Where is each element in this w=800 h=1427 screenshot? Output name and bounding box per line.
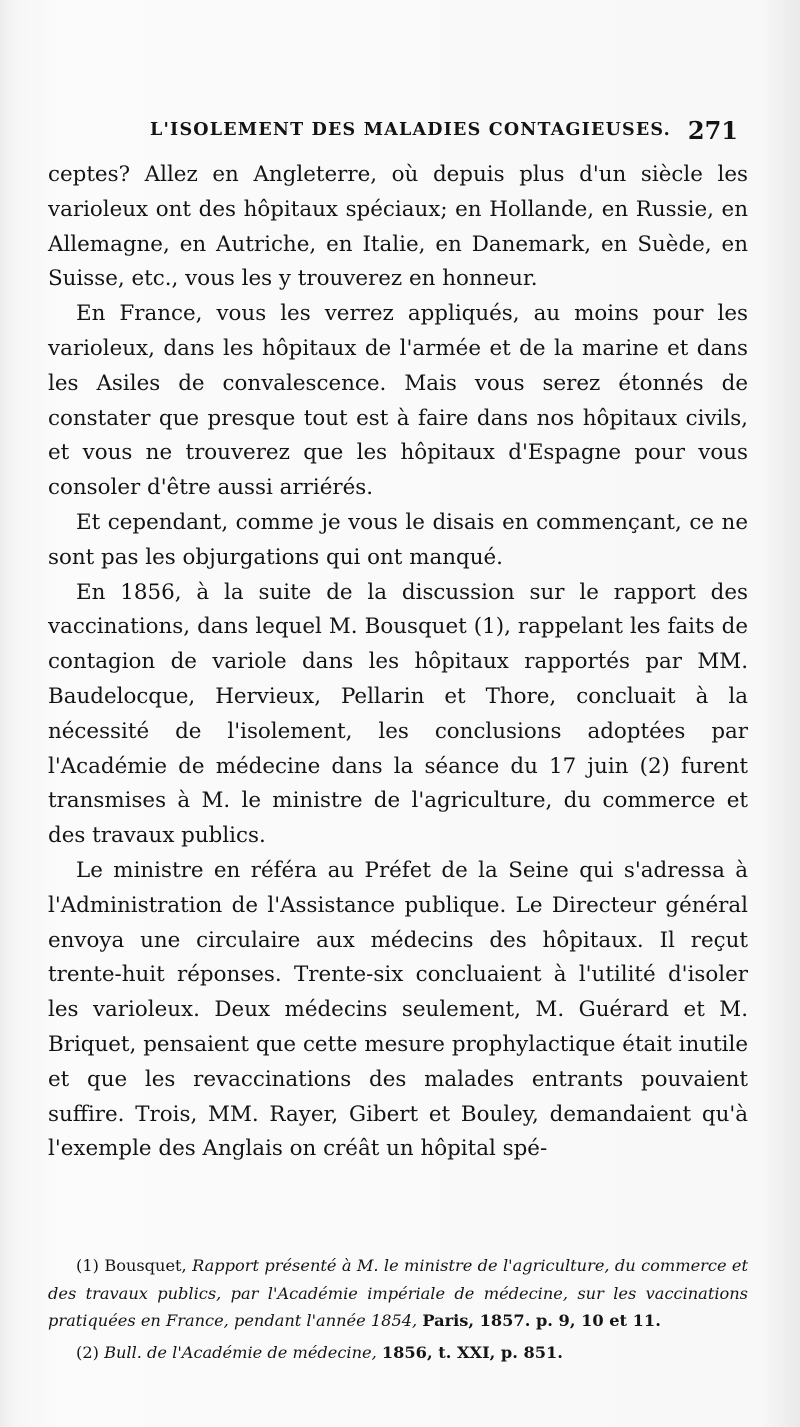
paragraph: ceptes? Allez en Angleterre, où depuis plus d'un siècle les varioleux ont des hôpitaux spéciaux; en Hollande, en Russie, en Allemagne, en Autriche, en Italie, en Danemark, en Suède, en Suisse, etc., vous les y trouverez en honneur.	[48, 162, 748, 292]
footnote	[48, 1252, 748, 1335]
footnote-number: (1)	[76, 1256, 99, 1275]
body-text	[48, 158, 748, 1167]
running-head: L'ISOLEMENT DES MALADIES CONTAGIEUSES.	[150, 120, 671, 140]
footnote-author: Bousquet,	[104, 1256, 187, 1275]
page-header	[48, 116, 740, 152]
footnote-citation: 1856, t. XXI, p. 851.	[381, 1342, 563, 1362]
paragraph: En France, vous les verrez appliqués, au moins pour les varioleux, dans les hôpitaux de l'armée et de la marine et dans les Asiles de convalescence. Mais vous serez étonnés de constater que presque tout est à faire dans nos hôpitaux civils, et vous ne trouverez que les hôpitaux d'Espagne pour vous consoler d'être aussi arriérés.	[48, 301, 748, 501]
paragraph: Le ministre en référa au Préfet de la Seine qui s'adressa à l'Administration de l'Assistance publique. Le Directeur général envoya une circulaire aux médecins des hôpitaux. Il reçut trente-huit réponses. Trente-six concluaient à l'utilité d'isoler les varioleux. Deux médecins seulement, M. Guérard et M. Briquet, pensaient que cette mesure prophylactique était inutile et que les revaccinations des malades entrants pouvaient suffire. Trois, MM. Rayer, Gibert et Bouley, demandaient qu'à l'exemple des Anglais on créât un hôpital spé-	[48, 857, 748, 1162]
footnote	[48, 1339, 748, 1367]
paragraph: En 1856, à la suite de la discussion sur le rapport des vaccinations, dans lequel M. Bousquet (1), rappelant les faits de contagion de variole dans les hôpitaux rapportés par MM. Baudelocque, Hervieux, Pellarin et Thore, concluait à la nécessité de l'isolement, les conclusions adoptées par l'Académie de médecine dans la séance du 17 juin (2) furent transmises à M. le ministre de l'agriculture, du commerce et des travaux publics.	[48, 579, 748, 849]
footnote-number: (2)	[76, 1342, 99, 1362]
footnotes	[48, 1252, 748, 1366]
paragraph: Et cependant, comme je vous le disais en commençant, ce ne sont pas les objurgations qui ont manqué.	[48, 509, 748, 570]
footnote-title: Rapport présenté à M. le ministre de l'agriculture, du commerce et des travaux publics, par l'Académie impériale de médecine, sur les vaccinations pratiquées en France, pendant l'année 1854,	[48, 1256, 748, 1331]
footnote-citation: Paris, 1857. p. 9, 10 et 11.	[422, 1311, 661, 1331]
page-number: 271	[687, 116, 738, 145]
footnote-title: Bull. de l'Académie de médecine,	[104, 1342, 377, 1362]
